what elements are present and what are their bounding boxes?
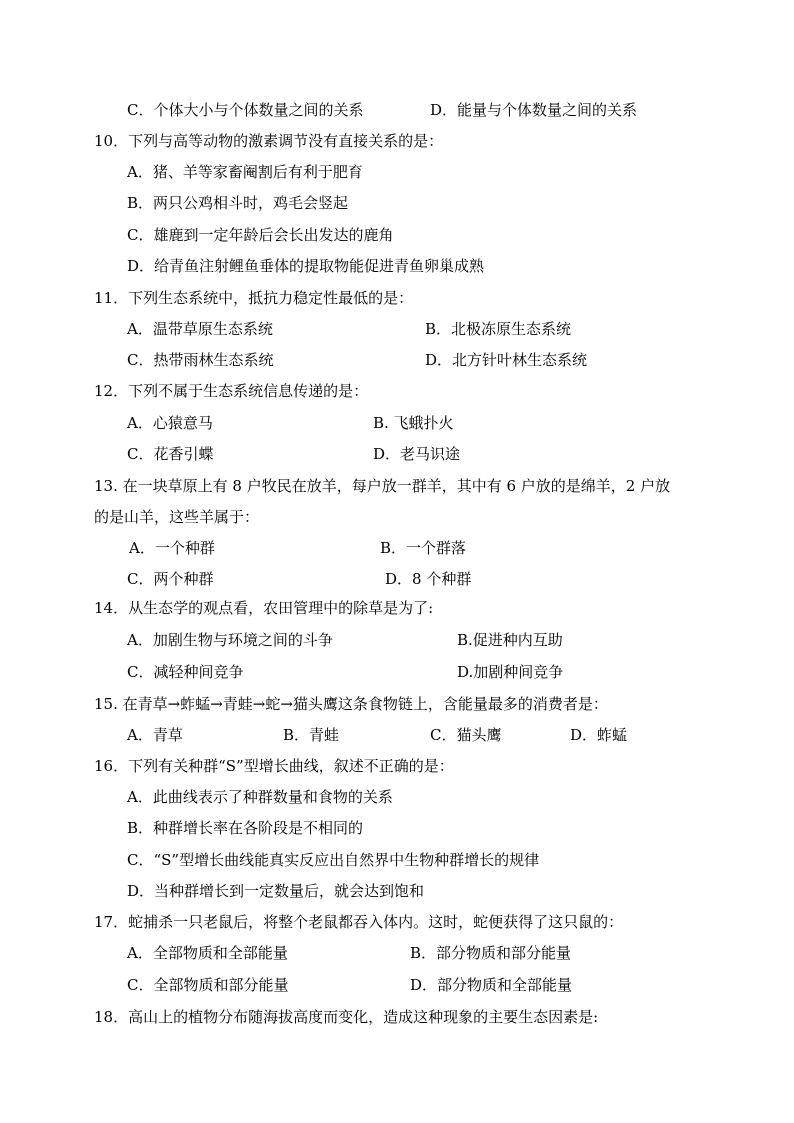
q13-ab-0: A．一个种群 [129,539,215,557]
q10-c: C．雄鹿到一定年龄后会长出发达的鹿角 [127,226,394,244]
q13-stem-1: 13. 在一块草原上有 8 户牧民在放羊，每户放一群羊，其中有 6 户放的是绵羊，2 户放 [94,477,671,495]
q13-ab-1: B．一个群落 [380,539,467,557]
q15-opts-1: B．青蛙 [283,726,340,744]
q12-stem: 12．下列不属于生态系统信息传递的是： [94,382,369,400]
q11-cd-0: C．热带雨林生态系统 [127,351,274,369]
q18-stem: 18．高山上的植物分布随海拔高度而变化，造成这种现象的主要生态因素是: [94,1008,599,1026]
q16-c: C．“S”型增长曲线能真实反应出自然界中生物种群增长的规律 [127,851,540,869]
q13-stem-2: 的是山羊，这些羊属于： [94,508,260,526]
q17-ab-0: A．全部物质和全部能量 [127,944,288,962]
q11-stem: 11．下列生态系统中，抵抗力稳定性最低的是： [94,289,414,307]
q10-a: A．猪、羊等家畜阉割后有利于肥育 [127,163,363,181]
q12-ab-0: A．心猿意马 [127,414,213,432]
q16-stem: 16．下列有关种群“S”型增长曲线，叙述不正确的是： [94,757,454,775]
q11-cd-1: D．北方针叶林生态系统 [425,351,588,369]
q9-opts-cd-0: C．个体大小与个体数量之间的关系 [127,101,364,119]
q15-stem: 15. 在青草→蚱蜢→青蛙→蛇→猫头鹰这条食物链上，含能量最多的消费者是： [94,695,608,713]
q12-cd-1: D．老马识途 [373,445,461,463]
q17-cd-1: D．部分物质和全部能量 [410,976,573,994]
q17-ab-1: B．部分物质和部分能量 [410,944,572,962]
q17-cd-0: C．全部物质和部分能量 [127,976,289,994]
q13-cd-1: D．8 个种群 [385,570,472,588]
q16-b: B．种群增长率在各阶段是不相同的 [127,819,364,837]
q14-cd-1: D.加剧种间竞争 [457,663,564,681]
q15-opts-3: D．蚱蜢 [570,726,628,744]
q10-stem: 10．下列与高等动物的激素调节没有直接关系的是： [94,132,444,150]
q15-opts-0: A．青草 [127,726,183,744]
q11-ab-0: A．温带草原生态系统 [127,320,273,338]
q16-a: A．此曲线表示了种群数量和食物的关系 [127,788,393,806]
q12-ab-1: B. 飞蛾扑火 [373,414,454,432]
q14-ab-0: A．加剧生物与环境之间的斗争 [127,631,333,649]
q13-cd-0: C．两个种群 [127,570,214,588]
q14-stem: 14．从生态学的观点看，农田管理中的除草是为了: [94,599,434,617]
q10-b: B．两只公鸡相斗时，鸡毛会竖起 [127,194,349,212]
q17-stem: 17．蛇捕杀一只老鼠后，将整个老鼠都吞入体内。这时，蛇便获得了这只鼠的： [94,913,624,931]
q10-d: D．给青鱼注射鲤鱼垂体的提取物能促进青鱼卵巢成熟 [127,257,485,275]
q11-ab-1: B．北极冻原生态系统 [425,320,572,338]
q12-cd-0: C．花香引蝶 [127,445,214,463]
q16-d: D．当种群增长到一定数量后，就会达到饱和 [127,882,425,900]
q14-cd-0: C．减轻种间竞争 [127,663,244,681]
q15-opts-2: C．猫头鹰 [430,726,502,744]
q9-opts-cd-1: D．能量与个体数量之间的关系 [430,101,638,119]
q14-ab-1: B.促进种内互助 [457,631,563,649]
